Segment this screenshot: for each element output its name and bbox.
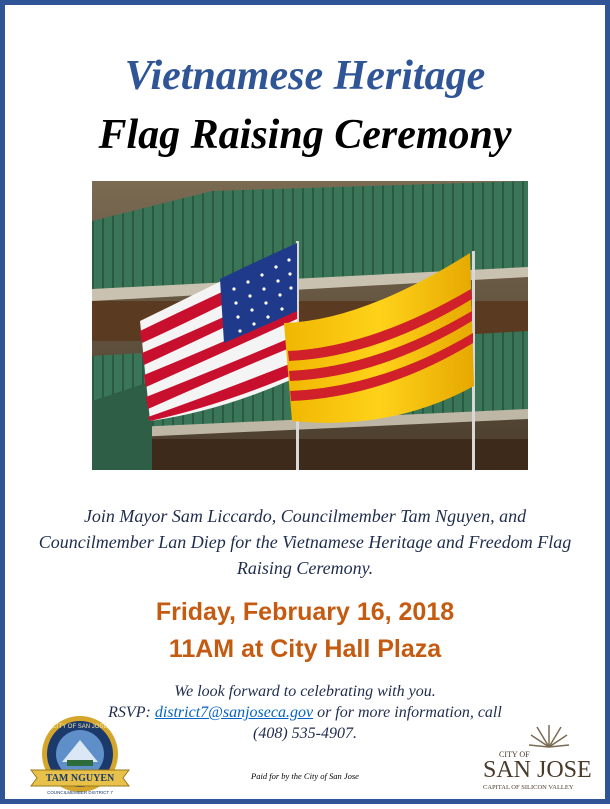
flags-photo bbox=[92, 181, 528, 470]
seal-ring-text: CITY OF SAN JOSE bbox=[52, 724, 108, 730]
event-time-place: 11AM at City Hall Plaza bbox=[168, 635, 442, 663]
closing-line: We look forward to celebrating with you. bbox=[174, 683, 436, 700]
rsvp-suffix: or for more information, call bbox=[313, 704, 502, 721]
email-link[interactable]: district7@sanjoseca.gov bbox=[154, 704, 314, 721]
seal-banner-sub: COUNCILMEMBER DISTRICT 7 bbox=[47, 790, 113, 795]
invitation-text: Join Mayor Sam Liccardo, Councilmember Tam Nguyen, and Councilmember Lan Diep for the Vietnamese Heritage and Freedom Flag Raising Ceremony. bbox=[38, 506, 572, 578]
logo-city-of: CITY OF bbox=[499, 750, 530, 759]
rsvp-line bbox=[65, 702, 545, 723]
title-line-1: Vietnamese Heritage bbox=[124, 53, 486, 99]
logo-san-jose: SAN JOSE bbox=[483, 757, 592, 783]
title-line-2: Flag Raising Ceremony bbox=[98, 112, 512, 158]
san-jose-logo bbox=[477, 717, 597, 801]
rsvp-prefix: RSVP: bbox=[108, 704, 155, 721]
flags-photo-art bbox=[92, 181, 528, 470]
event-date: Friday, February 16, 2018 bbox=[155, 598, 455, 626]
closing-block bbox=[65, 681, 545, 744]
paid-for-note: Paid for by the City of San Jose bbox=[251, 771, 359, 781]
phone-number: (408) 535-4907. bbox=[253, 725, 357, 742]
logo-tagline: CAPITAL OF SILICON VALLEY bbox=[483, 784, 574, 791]
councilmember-seal bbox=[27, 714, 133, 804]
seal-banner-name: TAM NGUYEN bbox=[45, 773, 115, 784]
